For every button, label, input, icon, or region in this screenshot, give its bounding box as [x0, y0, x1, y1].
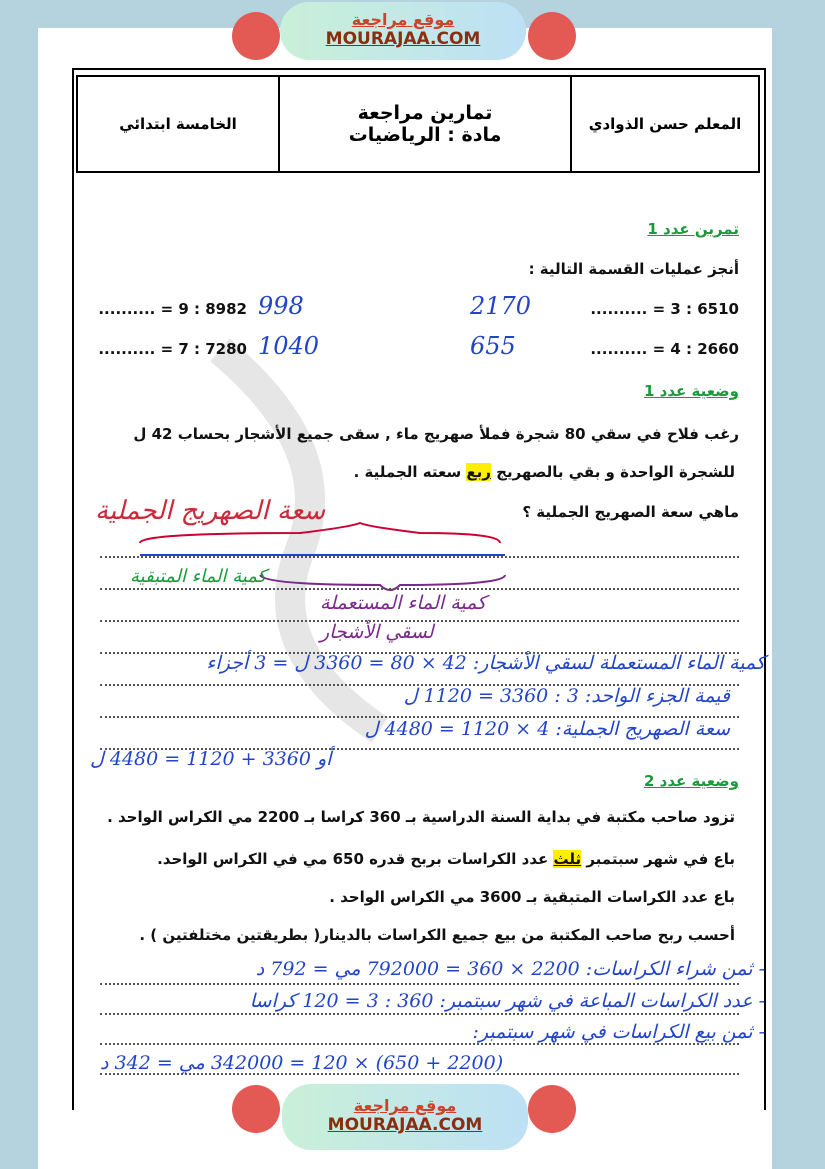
exercise-1-title: تمرين عدد 1	[647, 220, 739, 238]
situation-1-title: وضعية عدد 1	[644, 382, 739, 400]
handwritten-answer: - عدد الكراسات المباعة في شهر سبتمبر: 360 : 3 = 120 كراسا	[249, 990, 765, 1012]
text: عدد الكراسات بربح قدره 650 مي في الكراس الواحد.	[157, 850, 554, 868]
situation-1-text: رغب فلاح في سقي 80 شجرة فملأ صهريج ماء , سقى جميع الأشجار بحساب 42 ل	[133, 425, 739, 443]
handwritten-answer: - ثمن بيع الكراسات في شهر سبتمبر:	[472, 1021, 765, 1043]
teacher-name: المعلم حسن الذوادي	[588, 115, 742, 133]
handwritten-answer: سعة الصهريج الجملية: 4 × 1120 = 4480 ل	[364, 718, 730, 740]
situation-2-title: وضعية عدد 2	[644, 772, 739, 790]
highlighted-word: ربع	[466, 463, 491, 481]
site-logo-icon	[528, 1085, 576, 1133]
situation-2-text: تزود صاحب مكتبة في بداية السنة الدراسية بـ 360 كراسا بـ 2200 مي الكراس الواحد .	[107, 808, 735, 826]
banner-latin: MOURAJAA.COM	[325, 29, 481, 49]
handwritten-answer: 1040	[258, 332, 320, 360]
banner-arabic: موقع مراجعة	[353, 1096, 457, 1115]
handwritten-note: كمية الماء المستعملة	[320, 592, 487, 614]
handwritten-answer: 655	[470, 332, 516, 360]
division-op: 8982 : 9 = ..........	[98, 300, 247, 318]
highlighted-word: ثلث	[553, 850, 582, 868]
handwritten-answer: 2170	[470, 292, 532, 320]
handwritten-answer: - ثمن شراء الكراسات: 2200 × 360 = 792000 مي = 792 د	[255, 958, 765, 980]
banner-arabic: موقع مراجعة	[351, 10, 455, 29]
handwritten-answer: (2200 + 650) × 120 = 342000 مي = 342 د	[100, 1052, 504, 1074]
site-logo-icon	[232, 1085, 280, 1133]
text: للشجرة الواحدة و بقي بالصهريج	[490, 463, 735, 481]
site-banner-bottom[interactable]	[282, 1084, 528, 1150]
subject: مادة : الرياضيات	[348, 124, 502, 146]
situation-1-question: ماهي سعة الصهريج الجملية ؟	[522, 503, 739, 521]
division-op: 2660 : 4 = ..........	[590, 340, 739, 358]
banner-latin: MOURAJAA.COM	[327, 1115, 483, 1135]
worksheet-header	[76, 75, 760, 173]
situation-2-question: أحسب ربح صاحب المكتبة من بيع جميع الكراسات بالدينار( بطريقتين مختلفتين ) .	[139, 926, 735, 944]
handwritten-answer: أو 3360 + 1120 = 4480 ل	[90, 748, 332, 770]
handwritten-answer: كمية الماء المستعملة لسقي الأشجار: 42 × 80 = 3360 ل = 3 أجزاء	[206, 652, 765, 674]
text: باع في شهر سبتمبر	[581, 850, 735, 868]
division-op: 7280 : 7 = ..........	[98, 340, 247, 358]
handwritten-answer: 998	[258, 292, 304, 320]
site-banner-top[interactable]	[280, 2, 526, 60]
grade-level: الخامسة ابتدائي	[119, 115, 237, 133]
situation-2-text: باع عدد الكراسات المتبقية بـ 3600 مي الكراس الواحد .	[329, 888, 735, 906]
handwritten-answer: قيمة الجزء الواحد: 3 : 3360 = 1120 ل	[403, 685, 730, 707]
handwritten-note: سعة الصهريج الجملية	[95, 496, 326, 526]
division-op: 6510 : 3 = ..........	[590, 300, 739, 318]
handwritten-note: كمية الماء المتبقية	[130, 566, 267, 587]
exercise-1-instruction: أنجز عمليات القسمة التالية :	[528, 260, 739, 278]
site-logo-icon	[232, 12, 280, 60]
text: سعته الجملية .	[353, 463, 467, 481]
handwritten-note: لسقي الأشجار	[320, 621, 434, 643]
worksheet-title: تمارين مراجعة	[357, 102, 493, 124]
site-logo-icon	[528, 12, 576, 60]
